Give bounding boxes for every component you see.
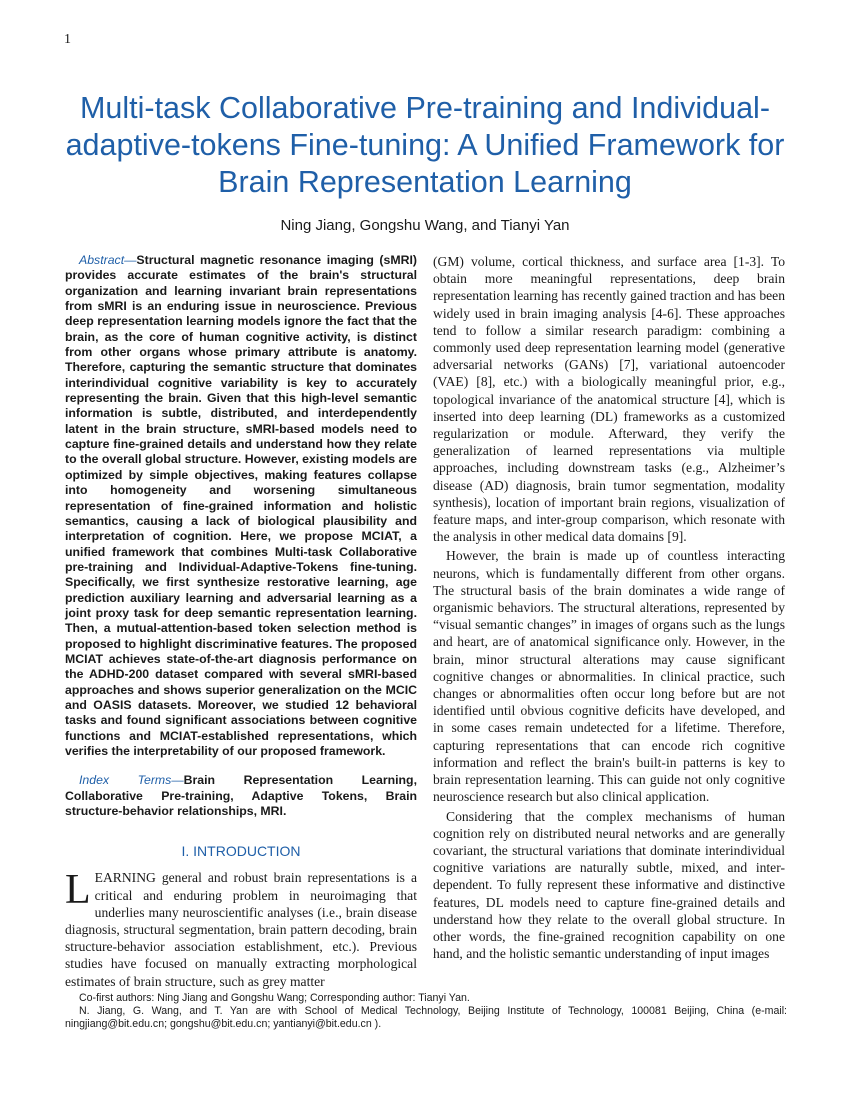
footnote [65,992,787,1031]
section-heading-introduction: I. INTRODUCTION [181,843,301,860]
footnote-coauthors: Co-first authors: Ning Jiang and Gongshu Wang; Corresponding author: Tianyi Yan. [79,992,470,1004]
author-list: Ning Jiang, Gongshu Wang, and Tianyi Yan [280,217,570,234]
abstract-text: Structural magnetic resonance imaging (sMRI) provides accurate estimates of the brain's structural organization and learning invariant brain representations from sMRI is an enduring issue in neuroscience. Previous deep representation learning models ignore the fact that the brain, as the core of human cognitive activity, is distinct from other organs whose primary attribute is anatomy. Therefore, capturing the semantic structure that dominates interindividual cognitive variability is key to accurately representing the brain. Given that this high-level semantic information is subtle, distributed, and interdependently latent in the brain structure, sMRI-based models need to capture fine-grained details and understand how they relate to the overall global structure. However, existing models are optimized by simple objectives, making features collapse into homogeneity and worsening simultaneous representation of fine-grained information and holistic semantics, causing a lack of biological plausibility and interpretation of cognition. Here, we propose MCIAT, a unified framework that combines Multi-task Collaborative pre-training and Individual-Adaptive-Tokens fine-tuning. Specifically, we first synthesize restorative learning, age prediction auxiliary learning and adversarial learning as a joint proxy task for deep semantic representation learning. Then, a mutual-attention-based token selection method is proposed to highlight discriminative features. The proposed MCIAT achieves state-of-the-art diagnosis performance on the ADHD-200 dataset compared with several sMRI-based approaches and shows superior generalization on the MCIC and OASIS datasets. Moreover, we studied 12 behavioral tasks and found significant associations between cognitive functions and MCIAT-established representations, which verifies the interpretability of our proposed framework. [65,253,417,758]
intro-paragraph-2: However, the brain is made up of countless interacting neurons, which is fundamentally different from other organs. The structural basis of the brain dominates a wide range of organismic behaviors. The structural alterations, represented by “visual semantic changes” in images of organs such as the lungs and heart, are of anatomical significance only. However, in the brain, minor structural alterations may cause significant cognitive changes or abnormalities. In clinical practice, such changes or abnormalities often occur long before but are not identified until obvious cognitive deficits have developed, and in some cases remain undetected for a lifetime. Therefore, capturing representations that can encode rich cognitive information and reflect the brain's built-in patterns is key to brain representation learning. This can guide not only cognitive neuroscience research but also clinical application. [433,548,785,805]
left-column [65,253,417,990]
paper-title: Multi-task Collaborative Pre-training and Individual-adaptive-tokens Fine-tuning: A Unified Framework for Brain Representation Learning [65,91,785,199]
index-terms-label: Index Terms— [79,773,184,788]
index-terms-text: Brain Representation Learning, Collaborative Pre-training, Adaptive Tokens, Brain structure-behavior relationships, MRI. [65,773,417,819]
intro-paragraph-1-continued-text: (GM) volume, cortical thickness, and surface area [1-3]. To obtain more meaningful representations, deep brain representation learning has recently gained traction and has been widely used in brain imaging analysis [4-6]. These approaches tend to follow a similar research paradigm: combining a commonly used deep representation learning model (generative adversarial networks (GANs) [7], variational autoencoder (VAE) [8], etc.) with a biologically meaningful prior, e.g., topological invariance of the anatomical structure [4], which is inserted into deep learning (DL) frameworks as a customized regularization or module. Afterward, they verify the generalization of learned representations via multiple approaches, including downstream tasks (e.g., Alzheimer’s disease (AD) diagnosis, brain tumor segmentation, modality synthesis), location of important brain regions, visualization of feature maps, and inter-group comparison, which resonate with the analysis in other medical data domains [9]. [433,254,785,545]
intro-paragraph-1-continued [433,253,785,545]
intro-paragraph-1 [65,869,417,989]
intro-paragraph-1-text: EARNING general and robust brain representations is a critical and enduring problem in neuroimaging that underlies many neuroscientific analyses (i.e., brain disease diagnosis, structural segmentation, brain pattern decoding, brain structure-behavior association establishment, etc.). Previous studies have focused on manually extracting morphological estimates of brain structure, such as grey matter [65,870,417,989]
abstract-label: Abstract— [79,253,137,267]
right-column [433,253,785,962]
abstract [65,253,417,759]
page-number: 1 [64,32,71,47]
footnote-affiliation: N. Jiang, G. Wang, and T. Yan are with School of Medical Technology, Beijing Institute of Technology, 100081 Beijing, China (e-mail: ningjiang@bit.edu.cn; gongshu@bit.edu.cn; yantianyi@bit.edu.cn ). [65,1005,787,1030]
intro-paragraph-3: Considering that the complex mechanisms of human cognition rely on distributed neural networks and are generally covariant, the structural variations that dominate interindividual cognitive variations are naturally subtle, mixed, and inter-dependent. To fully represent these informative and distinctive features, DL models need to capture fine-grained details and understand how they relate to the overall global structure. In other words, the fine-grained recognition capability on one hand, and the holistic semantic understanding of input images [433,808,785,962]
index-terms [65,773,417,819]
drop-cap: L [65,867,91,914]
